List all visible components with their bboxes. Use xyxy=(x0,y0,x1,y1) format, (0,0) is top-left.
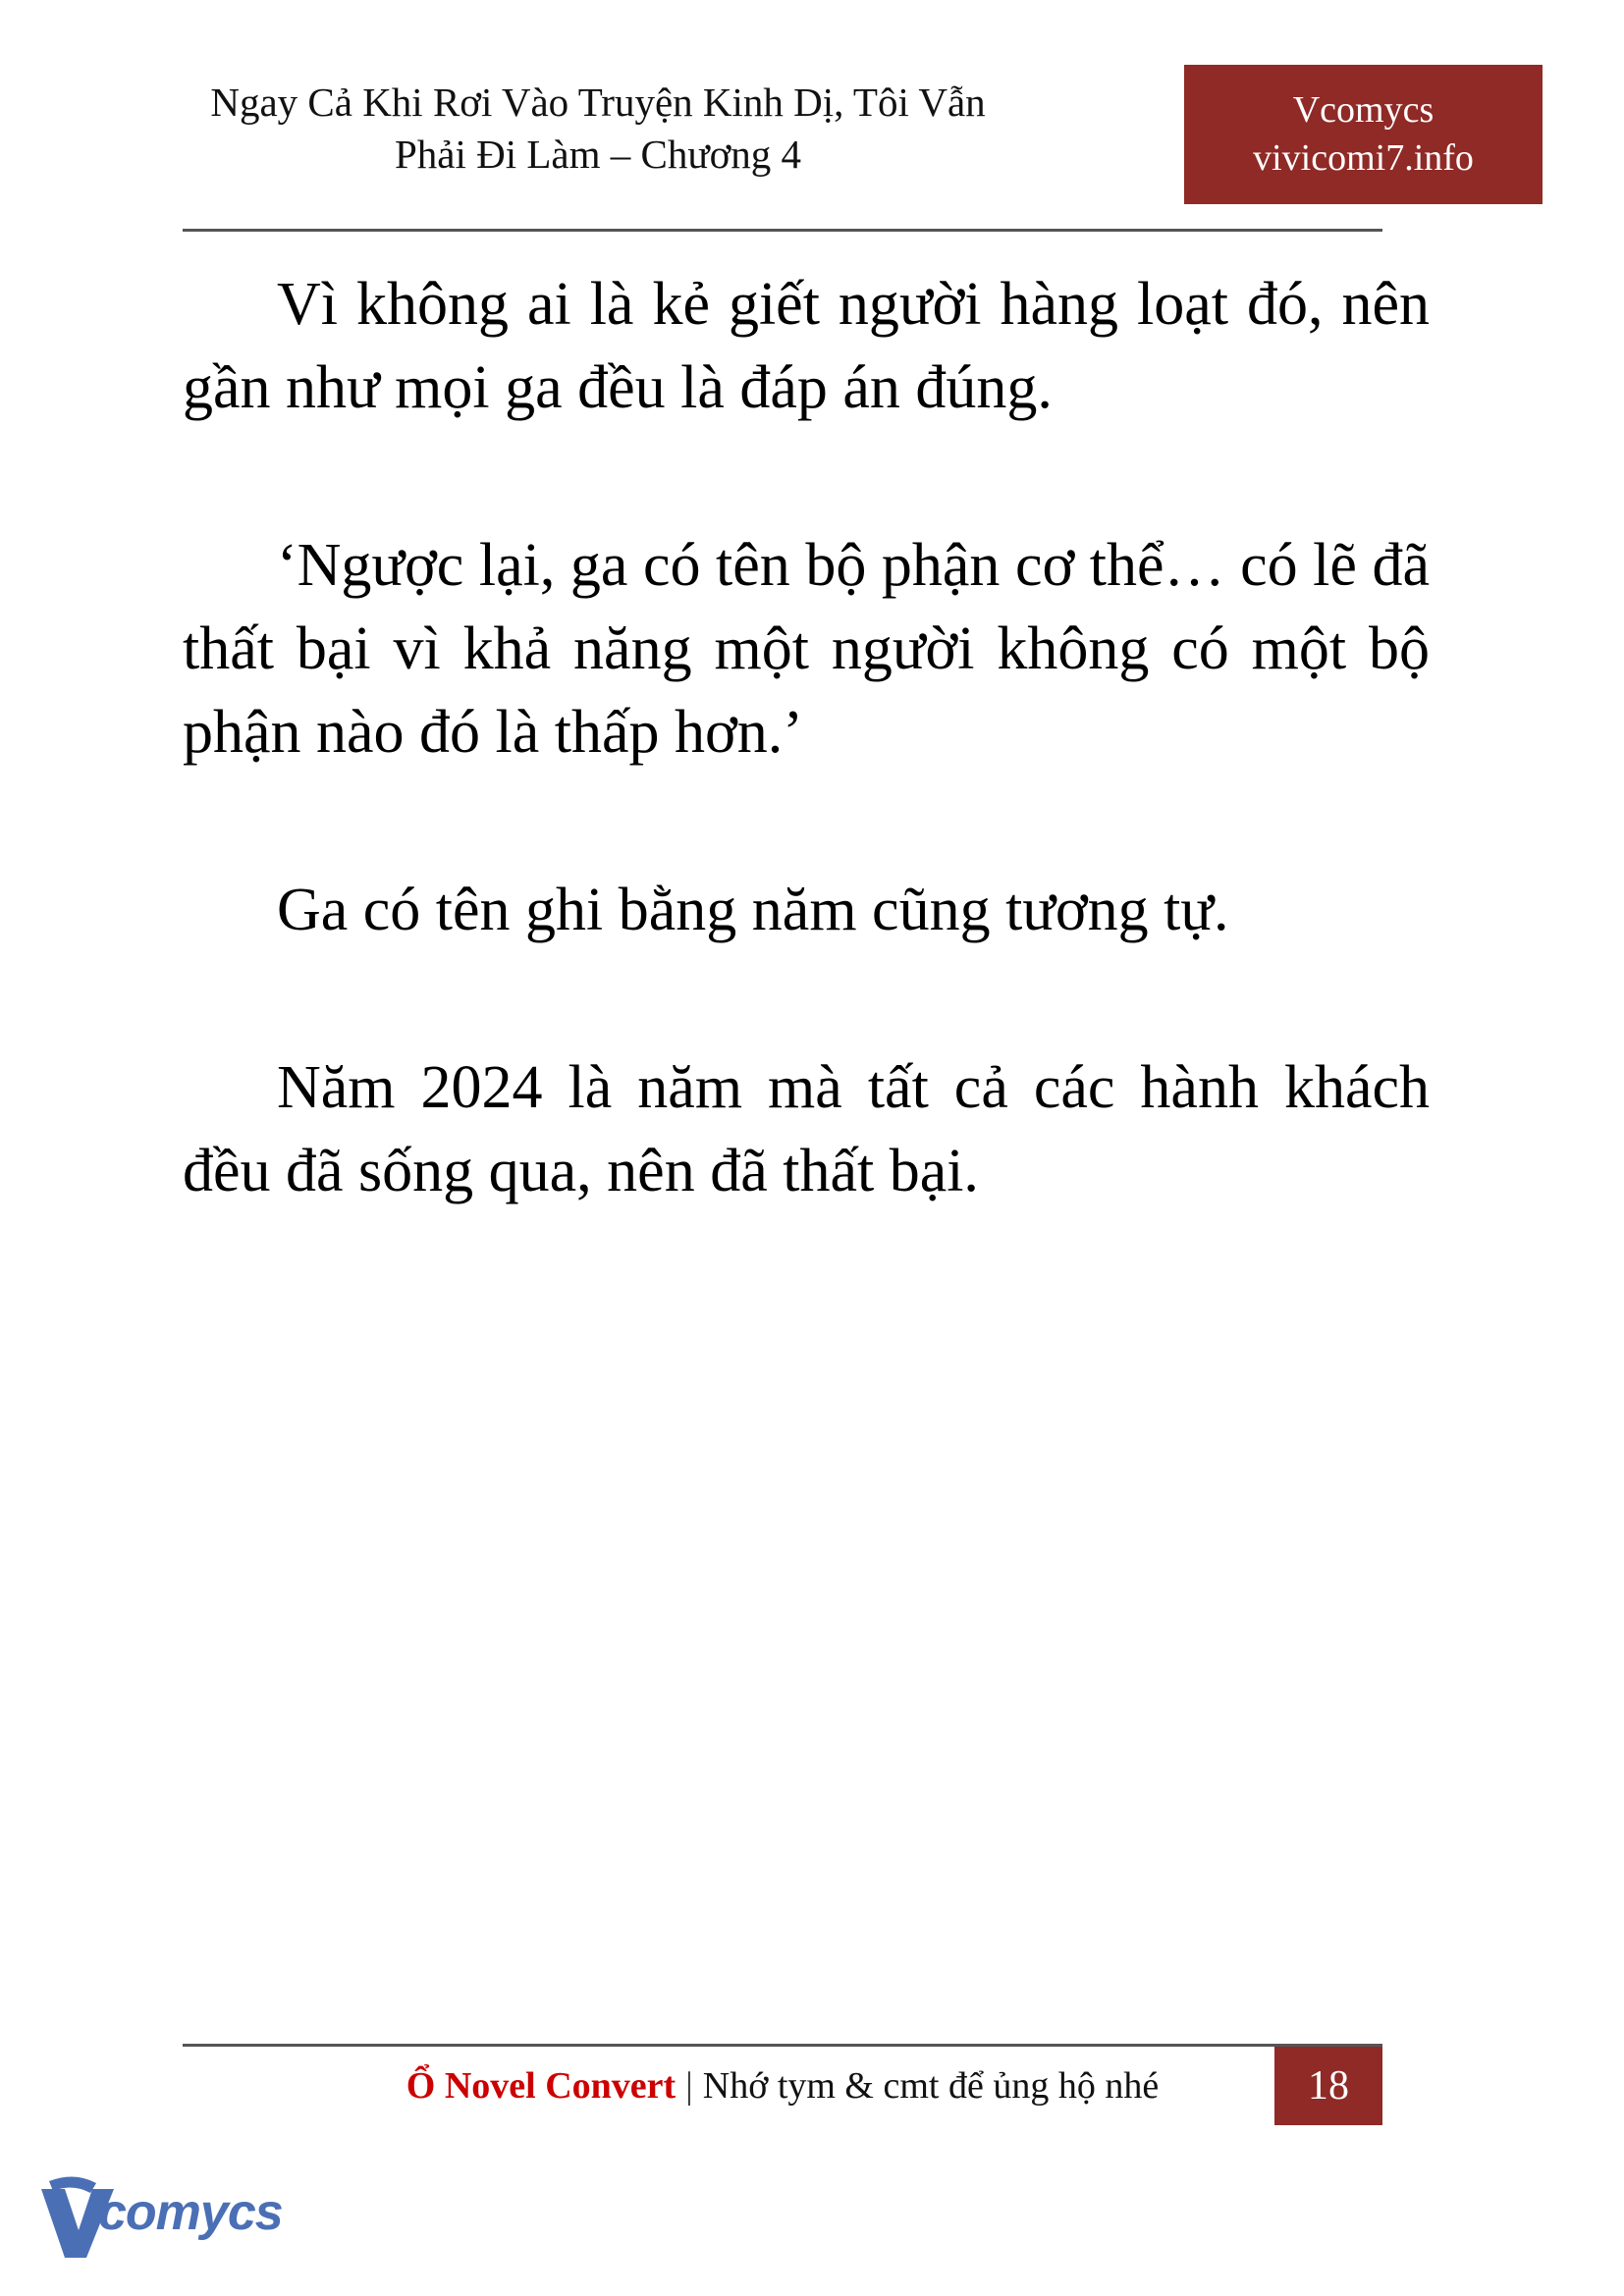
page-number-badge: 18 xyxy=(1274,2047,1382,2125)
page-header xyxy=(183,77,1474,224)
site-badge-name: Vcomycs xyxy=(1292,89,1435,131)
page-content xyxy=(183,263,1430,1213)
paragraph: ‘Ngược lại, ga có tên bộ phận cơ thể… có lẽ đã thất bại vì khả năng một người không có một bộ phận nào đó là thấp hơn.’ xyxy=(183,531,1430,766)
page-title: Ngay Cả Khi Rơi Vào Truyện Kinh Dị, Tôi Vẫn Phải Đi Làm – Chương 4 xyxy=(210,80,986,178)
site-badge xyxy=(1184,65,1543,204)
footer-credit xyxy=(183,2047,1382,2125)
paragraph: Năm 2024 là năm mà tất cả các hành khách đều đã sống qua, nên đã thất bại. xyxy=(183,1053,1430,1204)
footer-note: Nhớ tym & cmt để ủng hộ nhé xyxy=(702,2065,1160,2107)
watermark-text: comycs xyxy=(98,2184,283,2241)
vcomycs-watermark-logo xyxy=(35,2175,291,2264)
paragraph: Ga có tên ghi bằng năm cũng tương tự. xyxy=(277,876,1229,943)
site-badge-url: vivicomi7.info xyxy=(1253,136,1474,179)
footer-separator: | xyxy=(685,2065,693,2107)
header-divider xyxy=(183,229,1382,232)
footer-brand: Ổ Novel Convert xyxy=(406,2065,677,2107)
paragraph: Vì không ai là kẻ giết người hàng loạt đó, nên gần như mọi ga đều là đáp án đúng. xyxy=(183,271,1430,421)
page-footer xyxy=(183,2044,1382,2128)
